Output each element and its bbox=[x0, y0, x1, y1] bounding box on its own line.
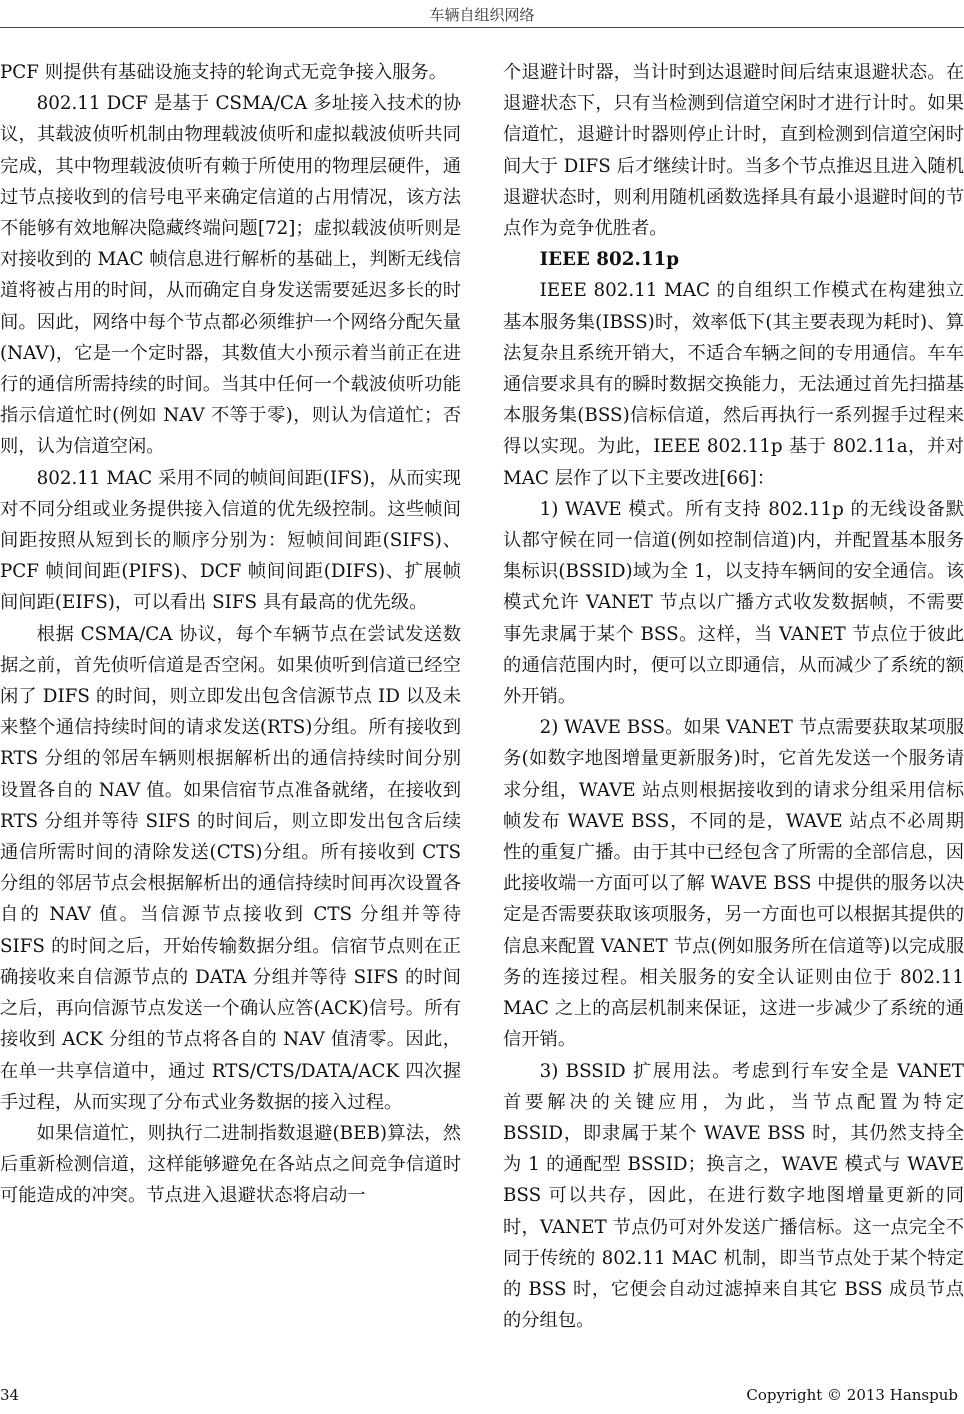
paragraph-pcf-continuation: PCF 则提供有基础设施支持的轮询式无竞争接入服务。 bbox=[0, 62, 447, 83]
paragraph-bssid-extension: 3) BSSID 扩展用法。考虑到行车安全是 VANET 首要解决的关键应用，为此，当节点配置为特定 BSSID，即隶属于某个 WAVE BSS 时，其仍然支持全为 1 的通配型 BSSID；换言之，WAVE 模式与 WAVE BSS 可以共存，因此，在进行数字地图增量更新的同时，VANET 节点仍可对外发送广播信标。这一点完全不同于传统的 802.11 MAC 机制，即当节点处于某个特定的 BSS 时，它便会自动过滤掉来自其它 BSS 成员节点的分组包。 bbox=[503, 1060, 964, 1332]
paragraph-backoff-continuation: 个退避计时器，当计时到达退避时间后结束退避状态。在退避状态下，只有当检测到信道空闲时才进行计时。如果信道忙，退避计时器则停止计时，直到检测到信道空闲时间大于 DIFS 后才继续计时。当多个节点推迟且进入随机退避状态时，则利用随机函数选择具有最小退避时间的节点作为竞争优胜者。 bbox=[503, 62, 964, 240]
right-column bbox=[503, 57, 964, 1336]
paragraph-wave-mode: 1) WAVE 模式。所有支持 802.11p 的无线设备默认都守候在同一信道(例如控制信道)内，并配置基本服务集标识(BSSID)域为全 1，以支持车辆间的安全通信。该模式允许 VANET 节点以广播方式收发数据帧，不需要事先隶属于某个 BSS。这样，当 VANET 节点位于彼此的通信范围内时，便可以立即通信，从而减少了系统的额外开销。 bbox=[503, 498, 964, 708]
paragraph-beb: 如果信道忙，则执行二进制指数退避(BEB)算法，然后重新检测信道，这样能够避免在各站点之间竞争信道时可能造成的冲突。节点进入退避状态将启动一 bbox=[0, 1122, 461, 1207]
copyright-notice: Copyright © 2013 Hanspub bbox=[746, 1386, 958, 1404]
section-heading: IEEE 802.11p bbox=[539, 249, 680, 271]
paragraph-csma-ca: 根据 CSMA/CA 协议，每个车辆节点在尝试发送数据之前，首先侦听信道是否空闲。如果侦听到信道已经空闲了 DIFS 的时间，则立即发出包含信源节点 ID 以及未来整个通信持续时间的请求发送(RTS)分组。所有接收到 RTS 分组的邻居车辆则根据解析出的通信持续时间分别设置各自的 NAV 值。如果信宿节点准备就绪，在接收到 RTS 分组并等待 SIFS 的时间后，则立即发出包含后续通信所需时间的清除发送(CTS)分组。所有接收到 CTS 分组的邻居节点会根据解析出的通信持续时间再次设置各自的 NAV 值。当信源节点接收到 CTS 分组并等待 SIFS 的时间之后，开始传输数据分组。信宿节点则在正确接收来自信源节点的 DATA 分组并等待 SIFS 的时间之后，再向信源节点发送一个确认应答(ACK)信号。所有接收到 ACK 分组的节点将各自的 NAV 值清零。因此，在单一共享信道中，通过 RTS/CTS/DATA/ACK 四次握手过程，从而实现了分布式业务数据的接入过程。 bbox=[0, 623, 461, 1113]
page-number: 34 bbox=[0, 1386, 20, 1404]
left-column bbox=[0, 57, 461, 1212]
paragraph-wave-bss: 2) WAVE BSS。如果 VANET 节点需要获取某项服务(如数字地图增量更新服务)时，它首先发送一个服务请求分组，WAVE 站点则根据接收到的请求分组采用信标帧发布 WAVE BSS，不同的是，WAVE 站点不必周期性的重复广播。由于其中已经包含了所需的全部信息，因此接收端一方面可以了解 WAVE BSS 中提供的服务以决定是否需要获取该项服务，另一方面也可以根据其提供的信息来配置 VANET 节点(例如服务所在信道等)以完成服务的连接过程。相关服务的安全认证则由位于 802.11 MAC 之上的高层机制来保证，这进一步减少了系统的通信开销。 bbox=[503, 717, 964, 1051]
header-divider bbox=[0, 27, 964, 28]
paragraph-dcf: 802.11 DCF 是基于 CSMA/CA 多址接入技术的协议，其载波侦听机制由物理载波侦听和虚拟载波侦听共同完成，其中物理载波侦听有赖于所使用的物理层硬件，通过节点接收到的信号电平来确定信道的占用情况，该方法不能够有效地解决隐藏终端问题[72]；虚拟载波侦听则是对接收到的 MAC 帧信息进行解析的基础上，判断无线信道将被占用的时间，从而确定自身发送需要延迟多长的时间。因此，网络中每个节点都必须维护一个网络分配矢量(NAV)，它是一个定时器，其数值大小预示着当前正在进行的通信所需持续的时间。当其中任何一个载波侦听功能指示信道忙时(例如 NAV 不等于零)，则认为信道忙；否则，认为信道空闲。 bbox=[0, 93, 461, 458]
running-header: 车辆自组织网络 bbox=[429, 6, 535, 24]
paragraph-ifs: 802.11 MAC 采用不同的帧间间距(IFS)，从而实现对不同分组或业务提供接入信道的优先级控制。这些帧间间距按照从短到长的顺序分别为：短帧间间距(SIFS)、PCF 帧间间距(PIFS)、DCF 帧间间距(DIFS)、扩展帧间间距(EIFS)，可以看出 SIFS 具有最高的优先级。 bbox=[0, 467, 461, 614]
paragraph-80211p-intro: IEEE 802.11 MAC 的自组织工作模式在构建独立基本服务集(IBSS)时，效率低下(其主要表现为耗时)、算法复杂且系统开销大，不适合车辆之间的专用通信。车车通信要求具有的瞬时数据交换能力，无法通过首先扫描基本服务集(BSS)信标信道，然后再执行一系列握手过程来得以实现。为此，IEEE 802.11p 基于 802.11a，并对 MAC 层作了以下主要改进[66]： bbox=[503, 280, 964, 489]
